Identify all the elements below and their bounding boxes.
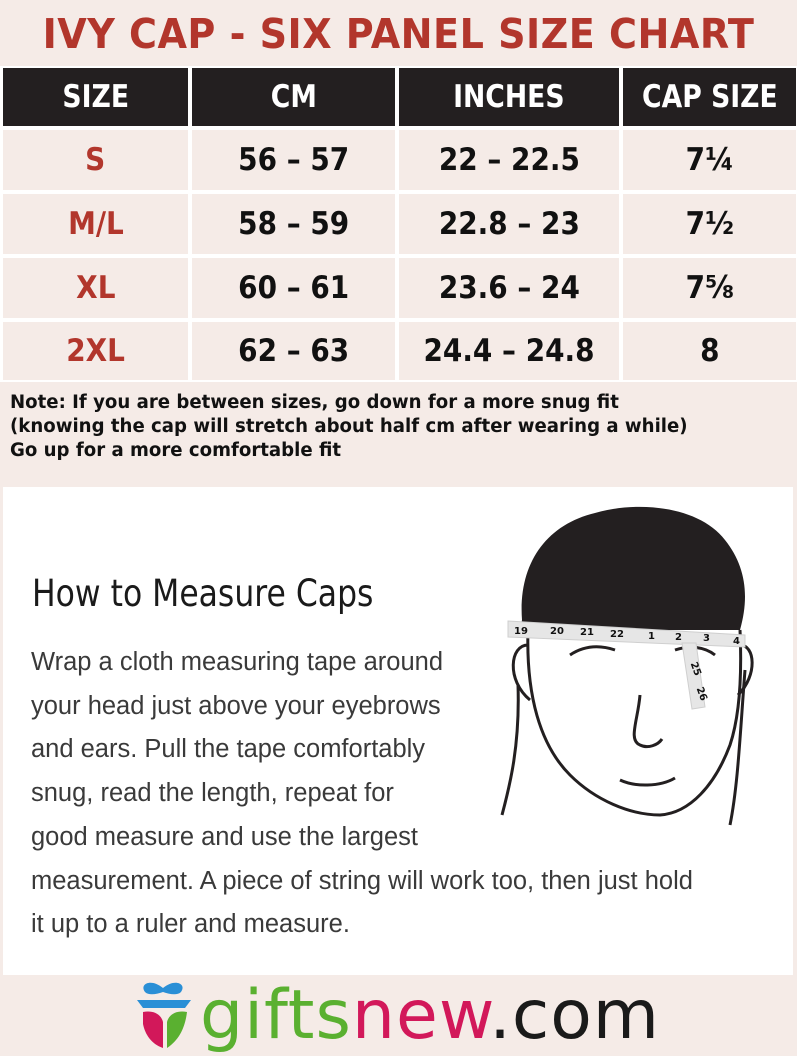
note-line: Go up for a more comfortable fit bbox=[10, 440, 342, 461]
neck-right bbox=[730, 670, 745, 825]
instruction-line: your head just above your eyebrows bbox=[31, 691, 441, 720]
note-line: Note: If you are between sizes, go down for a more snug fit bbox=[10, 392, 619, 413]
tape-number: 3 bbox=[703, 633, 710, 644]
row-inches: 22 – 22.5 bbox=[399, 130, 619, 190]
instruction-line: measurement. A piece of string will work too, then just hold bbox=[31, 866, 693, 895]
tape-number: 21 bbox=[580, 627, 594, 638]
tape-number: 2 bbox=[675, 632, 682, 643]
header-cap-size: CAP SIZE bbox=[623, 68, 796, 126]
row-inches: 23.6 – 24 bbox=[399, 258, 619, 318]
tape-number: 25 bbox=[687, 660, 703, 678]
row-inches: 22.8 – 23 bbox=[399, 194, 619, 254]
row-cap-size: 7¼ bbox=[623, 130, 796, 190]
tape-number: 19 bbox=[514, 626, 528, 637]
measure-panel bbox=[3, 487, 793, 975]
header-cm: CM bbox=[192, 68, 395, 126]
row-cap-size: 7½ bbox=[623, 194, 796, 254]
row-size: XL bbox=[3, 258, 188, 318]
instruction-line: good measure and use the largest bbox=[31, 822, 419, 851]
nose bbox=[634, 695, 662, 747]
instruction-line: snug, read the length, repeat for bbox=[31, 779, 394, 808]
row-cm: 62 – 63 bbox=[192, 322, 395, 380]
gift-bow-icon bbox=[133, 978, 195, 1052]
instruction-line: Wrap a cloth measuring tape around bbox=[31, 648, 444, 676]
instruction-line: and ears. Pull the tape comfortably bbox=[31, 735, 426, 764]
measure-title: How to Measure Caps bbox=[32, 572, 374, 615]
size-table bbox=[0, 66, 797, 382]
page-title: IVY CAP - SIX PANEL SIZE CHART bbox=[42, 10, 755, 58]
hair-shape bbox=[520, 507, 745, 630]
row-size: M/L bbox=[3, 194, 188, 254]
neck-left bbox=[502, 685, 518, 815]
brand-wordmark: giftsnew.com bbox=[200, 976, 661, 1055]
brand-logo bbox=[0, 976, 797, 1056]
instruction-line: it up to a ruler and measure. bbox=[31, 910, 350, 939]
tape-number: 22 bbox=[610, 629, 624, 640]
row-cap-size: 7⅝ bbox=[623, 258, 796, 318]
eyebrow bbox=[570, 647, 615, 655]
mouth bbox=[620, 778, 675, 785]
row-cm: 56 – 57 bbox=[192, 130, 395, 190]
row-cap-size: 8 bbox=[623, 322, 796, 380]
tape-number: 4 bbox=[733, 636, 740, 647]
note-line: (knowing the cap will stretch about half cm after wearing a while) bbox=[10, 416, 688, 437]
row-size: S bbox=[3, 130, 188, 190]
head-measuring-illustration bbox=[500, 495, 760, 835]
row-cm: 60 – 61 bbox=[192, 258, 395, 318]
tape-number: 20 bbox=[550, 626, 564, 637]
tape-number: 26 bbox=[693, 685, 709, 703]
row-size: 2XL bbox=[3, 322, 188, 380]
header-inches: INCHES bbox=[399, 68, 619, 126]
row-inches: 24.4 – 24.8 bbox=[399, 322, 619, 380]
header-size: SIZE bbox=[3, 68, 188, 126]
row-cm: 58 – 59 bbox=[192, 194, 395, 254]
tape-number: 1 bbox=[648, 631, 655, 642]
fit-note bbox=[10, 391, 790, 463]
